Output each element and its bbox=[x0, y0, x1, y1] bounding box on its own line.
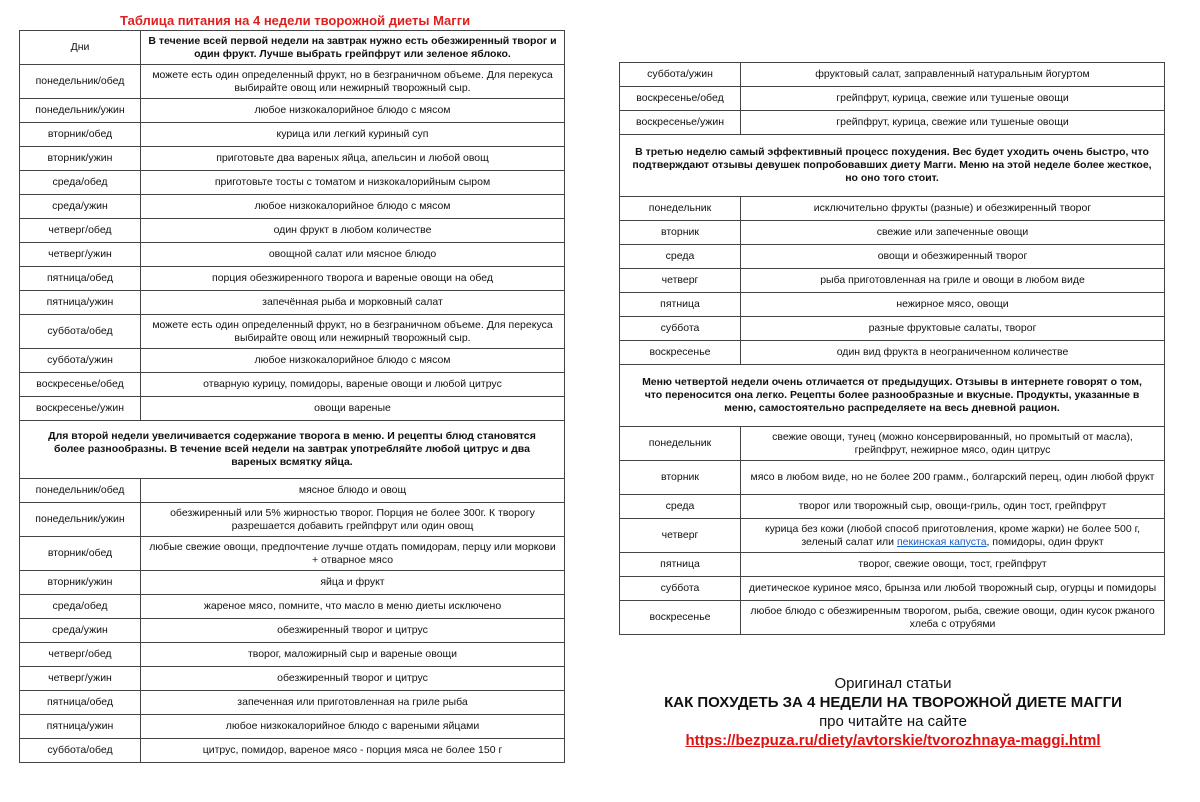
meal-cell: можете есть один определенный фрукт, но в безграничном объеме. Для перекуса выбирайте овощ или нежирный творожный сыр. bbox=[141, 65, 565, 99]
meal-cell: любое низкокалорийное блюдо с мясом bbox=[141, 195, 565, 219]
meal-cell: творог или творожный сыр, овощи-гриль, один тост, грейпфрут bbox=[741, 495, 1165, 519]
table-row bbox=[20, 595, 565, 619]
table-row bbox=[20, 349, 565, 373]
table-row bbox=[620, 245, 1165, 269]
table-row bbox=[20, 99, 565, 123]
table-row bbox=[20, 739, 565, 763]
meal-cell: жареное мясо, помните, что масло в меню диеты исключено bbox=[141, 595, 565, 619]
day-cell: вторник/обед bbox=[20, 123, 141, 147]
week4-intro: Меню четвертой недели очень отличается от предыдущих. Отзывы в интернете говорят о том, что переносится она легко. Рецепты более разнообразные и вкусные. Продукты, указанные в меню, самостоятельно распределяете на весь дневной рацион. bbox=[620, 365, 1165, 427]
table-row bbox=[620, 293, 1165, 317]
table-row bbox=[20, 503, 565, 537]
meal-cell: свежие овощи, тунец (можно консервированный, но промытый от масла), грейпфрут, нежирное мясо, один цитрус bbox=[741, 427, 1165, 461]
table-row bbox=[620, 519, 1165, 553]
table-row bbox=[20, 537, 565, 571]
day-cell: суббота/обед bbox=[20, 739, 141, 763]
day-cell: воскресенье/обед bbox=[620, 87, 741, 111]
meal-cell: приготовьте два вареных яйца, апельсин и любой овощ bbox=[141, 147, 565, 171]
meal-cell: яйца и фрукт bbox=[141, 571, 565, 595]
meal-cell: исключительно фрукты (разные) и обезжиренный творог bbox=[741, 197, 1165, 221]
meal-cell: обезжиренный творог и цитрус bbox=[141, 619, 565, 643]
day-cell: четверг/ужин bbox=[20, 667, 141, 691]
day-cell: воскресенье bbox=[620, 341, 741, 365]
table-row bbox=[620, 461, 1165, 495]
day-cell: понедельник/ужин bbox=[20, 99, 141, 123]
day-cell: понедельник bbox=[620, 197, 741, 221]
meal-cell: творог, свежие овощи, тост, грейпфрут bbox=[741, 553, 1165, 577]
meal-cell: овощной салат или мясное блюдо bbox=[141, 243, 565, 267]
day-cell: четверг/обед bbox=[20, 219, 141, 243]
meal-cell: любое блюдо с обезжиренным творогом, рыба, свежие овощи, один кусок ржаного хлеба с отрубями bbox=[741, 601, 1165, 635]
table-row bbox=[620, 317, 1165, 341]
day-cell: четверг/обед bbox=[20, 643, 141, 667]
week4-intro-row bbox=[620, 365, 1165, 427]
meal-cell: овощи и обезжиренный творог bbox=[741, 245, 1165, 269]
meal-cell: запеченная или приготовленная на гриле рыба bbox=[141, 691, 565, 715]
table-header-row bbox=[20, 31, 565, 65]
meal-cell: отварную курицу, помидоры, вареные овощи и любой цитрус bbox=[141, 373, 565, 397]
meal-cell: порция обезжиренного творога и вареные овощи на обед bbox=[141, 267, 565, 291]
meal-cell: творог, маложирный сыр и вареные овощи bbox=[141, 643, 565, 667]
table-row bbox=[20, 397, 565, 421]
day-cell: суббота/обед bbox=[20, 315, 141, 349]
table-row bbox=[620, 221, 1165, 245]
diet-table-right bbox=[619, 62, 1165, 635]
table-row bbox=[20, 171, 565, 195]
day-cell: воскресенье bbox=[620, 601, 741, 635]
day-cell: понедельник/обед bbox=[20, 479, 141, 503]
table-row bbox=[20, 243, 565, 267]
meal-cell: грейпфрут, курица, свежие или тушеные овощи bbox=[741, 111, 1165, 135]
meal-text: курица без кожи (любой способ приготовления, кроме жарки) не более 500 г, зеленый салат или bbox=[764, 522, 1141, 548]
day-cell: понедельник/ужин bbox=[20, 503, 141, 537]
table-row bbox=[20, 643, 565, 667]
read-on-site-label: про читайте на сайте bbox=[819, 713, 967, 730]
table-row bbox=[620, 111, 1165, 135]
day-cell: вторник bbox=[620, 461, 741, 495]
day-cell: воскресенье/ужин bbox=[620, 111, 741, 135]
table-row bbox=[20, 195, 565, 219]
week2-intro-row bbox=[20, 421, 565, 479]
article-title: КАК ПОХУДЕТЬ ЗА 4 НЕДЕЛИ НА ТВОРОЖНОЙ ДИЕТЕ МАГГИ bbox=[664, 694, 1122, 711]
day-cell: суббота/ужин bbox=[620, 63, 741, 87]
meal-cell: любое низкокалорийное блюдо с мясом bbox=[141, 99, 565, 123]
meal-cell: цитрус, помидор, вареное мясо - порция мяса не более 150 г bbox=[141, 739, 565, 763]
meal-cell: мясо в любом виде, но не более 200 грамм., болгарский перец, один любой фрукт bbox=[741, 461, 1165, 495]
article-link[interactable]: https://bezpuza.ru/diety/avtorskie/tvorozhnaya-maggi.html bbox=[685, 732, 1101, 749]
meal-cell: свежие или запеченные овощи bbox=[741, 221, 1165, 245]
week3-intro: В третью неделю самый эффективный процесс похудения. Вес будет уходить очень быстро, что подтверждают отзывы девушек попробовавших диету Магги. Меню на этой неделе более жесткое, но оно того стоит. bbox=[620, 135, 1165, 197]
table-row bbox=[20, 315, 565, 349]
day-cell: пятница/обед bbox=[20, 691, 141, 715]
day-cell: вторник/ужин bbox=[20, 147, 141, 171]
meal-cell: мясное блюдо и овощ bbox=[141, 479, 565, 503]
meal-link[interactable]: пекинская капуста bbox=[896, 535, 987, 548]
meal-cell: один фрукт в любом количестве bbox=[141, 219, 565, 243]
day-cell: пятница/ужин bbox=[20, 715, 141, 739]
day-cell: воскресенье/обед bbox=[20, 373, 141, 397]
meal-cell: рыба приготовленная на гриле и овощи в любом виде bbox=[741, 269, 1165, 293]
original-label: Оригинал статьи bbox=[834, 675, 952, 692]
day-cell: пятница/ужин bbox=[20, 291, 141, 315]
table-row bbox=[620, 197, 1165, 221]
day-cell: среда/ужин bbox=[20, 619, 141, 643]
table-row bbox=[20, 267, 565, 291]
week2-intro: Для второй недели увеличивается содержание творога в меню. И рецепты блюд становятся более разнообразны. В течение всей недели на завтрак употребляйте любой цитрус и два вареных всмятку яйца. bbox=[20, 421, 565, 479]
table-row bbox=[620, 63, 1165, 87]
day-cell: вторник/ужин bbox=[20, 571, 141, 595]
table-row bbox=[620, 341, 1165, 365]
day-cell: суббота/ужин bbox=[20, 349, 141, 373]
day-cell: четверг bbox=[620, 269, 741, 293]
day-cell: понедельник/обед bbox=[20, 65, 141, 99]
table-row bbox=[620, 87, 1165, 111]
week3-intro-row bbox=[620, 135, 1165, 197]
table-row bbox=[20, 65, 565, 99]
table-row bbox=[620, 553, 1165, 577]
day-cell: пятница/обед bbox=[20, 267, 141, 291]
meal-cell: запечённая рыба и морковный салат bbox=[141, 291, 565, 315]
table-row bbox=[20, 571, 565, 595]
day-cell: воскресенье/ужин bbox=[20, 397, 141, 421]
table-row bbox=[20, 147, 565, 171]
table-row bbox=[20, 123, 565, 147]
meal-cell bbox=[741, 519, 1165, 553]
table-row bbox=[620, 495, 1165, 519]
day-cell: пятница bbox=[620, 553, 741, 577]
table-row bbox=[620, 269, 1165, 293]
meal-cell: любое низкокалорийное блюдо с мясом bbox=[141, 349, 565, 373]
day-cell: понедельник bbox=[620, 427, 741, 461]
original-article-block bbox=[620, 674, 1166, 750]
day-cell: среда/обед bbox=[20, 171, 141, 195]
table-row bbox=[620, 601, 1165, 635]
meal-cell: грейпфрут, курица, свежие или тушеные овощи bbox=[741, 87, 1165, 111]
day-column-header: Дни bbox=[20, 31, 141, 65]
day-cell: четверг bbox=[620, 519, 741, 553]
table-row bbox=[20, 619, 565, 643]
diet-table-left bbox=[19, 30, 565, 763]
table-row bbox=[20, 479, 565, 503]
table-row bbox=[20, 373, 565, 397]
meal-cell: овощи вареные bbox=[141, 397, 565, 421]
meal-cell: разные фруктовые салаты, творог bbox=[741, 317, 1165, 341]
day-cell: среда/обед bbox=[20, 595, 141, 619]
day-cell: вторник bbox=[620, 221, 741, 245]
meal-cell: можете есть один определенный фрукт, но в безграничном объеме. Для перекуса выбирайте овощ или нежирный творожный сыр. bbox=[141, 315, 565, 349]
meal-cell: любые свежие овощи, предпочтение лучше отдать помидорам, перцу или моркови + отварное мясо bbox=[141, 537, 565, 571]
meal-text: , помидоры, один фрукт bbox=[986, 535, 1104, 548]
table-row bbox=[20, 219, 565, 243]
meal-cell: фруктовый салат, заправленный натуральным йогуртом bbox=[741, 63, 1165, 87]
day-cell: среда/ужин bbox=[20, 195, 141, 219]
meal-cell: любое низкокалорийное блюдо с вареными яйцами bbox=[141, 715, 565, 739]
page-title: Таблица питания на 4 недели творожной диеты Магги bbox=[120, 13, 471, 28]
meal-cell: диетическое куриное мясо, брынза или любой творожный сыр, огурцы и помидоры bbox=[741, 577, 1165, 601]
table-row bbox=[20, 291, 565, 315]
day-cell: среда bbox=[620, 495, 741, 519]
week1-intro: В течение всей первой недели на завтрак нужно есть обезжиренный творог и один фрукт. Лучше выбрать грейпфрут или зеленое яблоко. bbox=[141, 31, 565, 65]
day-cell: суббота bbox=[620, 577, 741, 601]
table-row bbox=[20, 667, 565, 691]
meal-cell: обезжиренный или 5% жирностью творог. Порция не более 300г. К творогу разрешается добавить грейпфрут или один овощ bbox=[141, 503, 565, 537]
day-cell: суббота bbox=[620, 317, 741, 341]
table-row bbox=[620, 577, 1165, 601]
day-cell: четверг/ужин bbox=[20, 243, 141, 267]
meal-cell: курица или легкий куриный суп bbox=[141, 123, 565, 147]
day-cell: среда bbox=[620, 245, 741, 269]
meal-cell: нежирное мясо, овощи bbox=[741, 293, 1165, 317]
meal-cell: обезжиренный творог и цитрус bbox=[141, 667, 565, 691]
meal-cell: приготовьте тосты с томатом и низкокалорийным сыром bbox=[141, 171, 565, 195]
table-row bbox=[20, 691, 565, 715]
day-cell: пятница bbox=[620, 293, 741, 317]
meal-cell: один вид фрукта в неограниченном количестве bbox=[741, 341, 1165, 365]
table-row bbox=[620, 427, 1165, 461]
table-row bbox=[20, 715, 565, 739]
day-cell: вторник/обед bbox=[20, 537, 141, 571]
